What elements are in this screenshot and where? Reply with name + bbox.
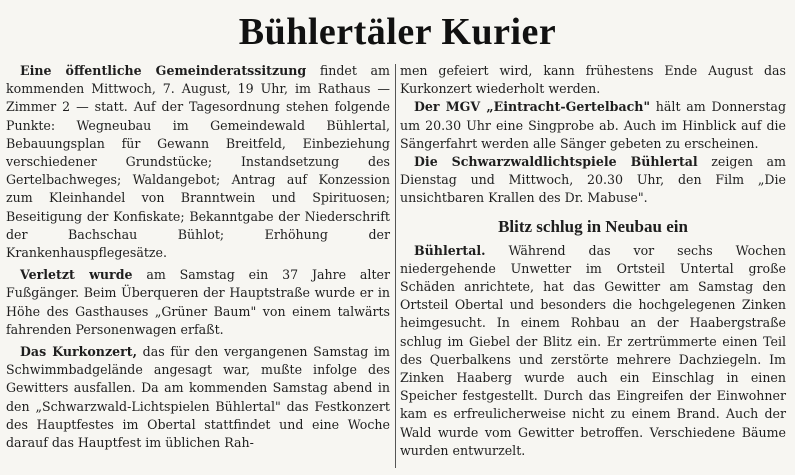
article-headline: Blitz schlug in Neubau ein (498, 216, 688, 236)
article-pedestrian-injured (6, 266, 390, 339)
newspaper-masthead: Bühlertäler Kurier (238, 11, 557, 53)
body-text: Während das vor sechs Wochen niedergehende Unwetter im Ortsteil Untertal große Schäden anrichtete, hat das Gewitter am Samstag den Ortsteil Obertal und besonders die hochgelegenen Zinken heimgesucht. In einem Rohbau an der Haabergstraße schlug im Giebel der Blitz ein. Er zertrümmerte einen Teil des Querbalkens und zerstörte mehrere Dachziegeln. Im Zinken Haaberg wurde auch ein Einschlag in einen Speicher festgestellt. Durch das Eingreifen der Einwohner kam es erfreulicherweise nicht zu einem Brand. Auch der Wald wurde vom Gewitter betroffen. Verschiedene Bäume wurden entwurzelt. (400, 242, 786, 458)
body-text: am Samstag ein 37 Jahre alter Fußgänger. Beim Überqueren der Hauptstraße wurde er in Höhe des Gasthauses „Grüner Baum" von einem talwärts fahrenden Personenwagen erfaßt. (6, 267, 390, 337)
body-text: hält am Donnerstag um 20.30 Uhr eine Singprobe ab. Auch im Hinblick auf die Sängerfahrt werden alle Sänger gebeten zu erscheinen. (400, 99, 787, 151)
article-cinema-listing (400, 153, 786, 208)
left-column (6, 62, 390, 452)
article-spa-concert (6, 343, 390, 452)
lead-text: Bühlertal. (414, 242, 486, 258)
column-divider (395, 64, 396, 468)
body-text: findet am kommenden Mittwoch, 7. August, 19 Uhr, im Rathaus — Zimmer 2 — statt. Auf der Tagesordnung stehen folgende Punkte: Wegneubau im Gemeindewald Bühlertal, Bebauungsplan für Gewann Breitfeld, Einbeziehung verschiedener Grundstücke; Instandsetzung des Gertelbachweges; Waldangebot; Antrag auf Konzession zum Kleinhandel von Branntwein und Spirituosen; Beseitigung der Konfiskate; Bekanntgabe der Niederschrift der Bachschau Bühlot; Erhöhung der Krankenhauspflegesätze. (6, 63, 390, 261)
lead-text: Der MGV „Eintracht-Gertelbach" (414, 99, 651, 115)
body-text: zeigen am Dienstag und Mittwoch, 20.30 Uhr, den Film „Die unsichtbaren Krallen des Dr. Mabuse". (400, 154, 786, 206)
right-column (400, 62, 786, 460)
article-lightning-strike (400, 242, 786, 460)
lead-text: Eine öffentliche Gemeinderatssitzung (20, 63, 307, 78)
lead-text: Verletzt wurde (20, 267, 133, 283)
body-text: das für den vergangenen Samstag im Schwimmbadgelände angesagt war, mußte infolge des Gewitters ausfallen. Da am kommenden Samstag abend in den „Schwarzwald-Lichtspielen Bühlertal" das Festkonzert des Hauptfestes im Obertal stattfindet und eine Woche darauf das Hauptfest im üblichen Rah- (6, 344, 390, 451)
article-choir-rehearsal (400, 98, 786, 153)
article-council-meeting (6, 62, 390, 262)
article-spa-concert-continued: men gefeiert wird, kann frühestens Ende August das Kurkonzert wiederholt werden. (400, 63, 786, 97)
lead-text: Die Schwarzwaldlichtspiele Bühlertal (414, 154, 698, 170)
lead-text: Das Kurkonzert, (20, 344, 137, 360)
